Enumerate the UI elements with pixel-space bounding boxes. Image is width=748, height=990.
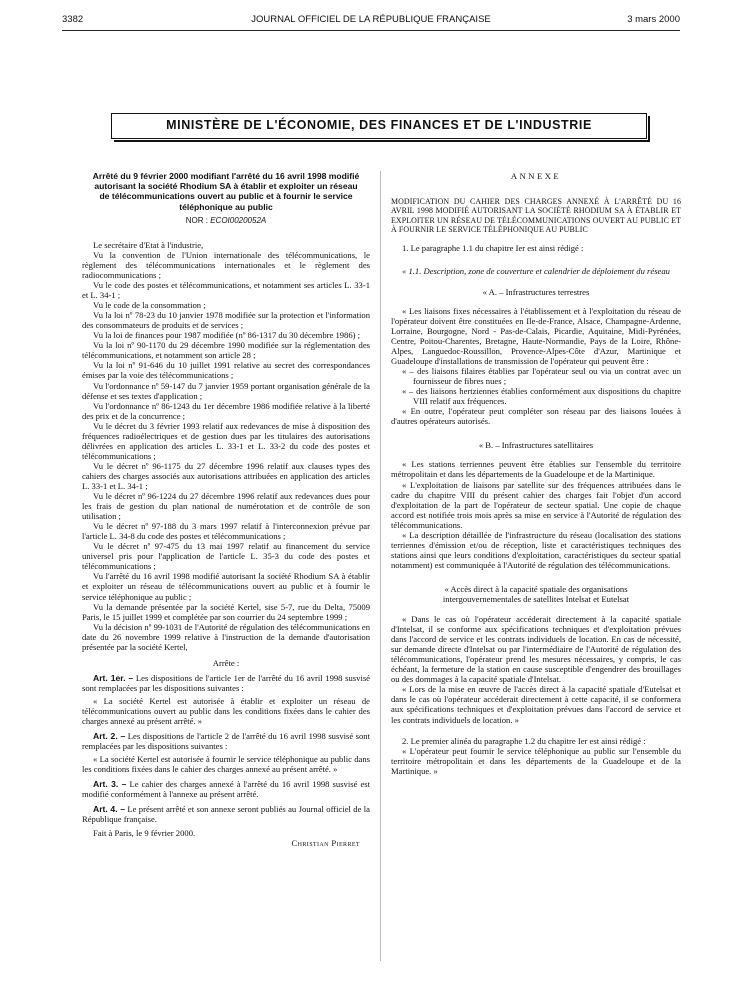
article-item: [82, 804, 370, 824]
visa-item: Vu l'arrêté du 16 avril 1998 modifié autorisant la société Rhodium SA à établir et exploiter un réseau de télécommunications ouvert au public et à fournir le service téléphonique au public ;: [82, 571, 370, 602]
article-item: [82, 779, 370, 799]
visa-item: Vu la convention de l'Union internationale des télécommunications, le règlement des télécommunications internationales et le règlement des radiocommunications ;: [82, 249, 370, 280]
section-1-1-title: « 1.1. Description, zone de couverture et calendrier de déploiement du réseau: [402, 265, 670, 276]
visa-item: Vu l'ordonnance nº 86-1243 du 1er décembre 1986 modifiée relative à la liberté des prix et de la concurrence ;: [82, 400, 370, 421]
page-number: 3382: [62, 14, 84, 25]
ministry-heading: MINISTÈRE DE L'ÉCONOMIE, DES FINANCES ET DE L'INDUSTRIE: [111, 113, 647, 139]
subsection-b-para-3: « La description détaillée de l'infrastructure du réseau (localisation des stations terriennes d'émission et/ou de réception, liste et caractéristiques techniques des stations ainsi que leurs conditions d'exploitation, caractéristiques du secteur spatial notamment) est communiquée à l'Autorité de régulation des télécommunications.: [391, 529, 681, 570]
visa-item: Vu la décision nº 99-1031 de l'Autorité de régulation des télécommunications en date du 26 novembre 1999 relative à l'instruction de la demande d'autorisation présentée par la société Kertel,: [82, 621, 370, 652]
article-label: Art. 1er. –: [93, 672, 134, 683]
done-line: Fait à Paris, le 9 février 2000.: [93, 828, 196, 839]
nor-label: NOR :: [185, 215, 211, 225]
direct-access-para-2: « Lors de la mise en œuvre de l'accès direct à la capacité spatiale d'Eutelsat et dans le cas où l'opérateur accéderait directement à cette capacité, il se conformera aux spécifications techniques et d'exploitation prévues dans l'accord de service et les contrats individuels de location. »: [391, 684, 681, 725]
article-label: Art. 4. –: [93, 804, 125, 815]
nor-code: ECOI0020052A: [210, 215, 267, 225]
visa-item: Vu le décret nº 96-1175 du 27 décembre 1996 relatif aux clauses types des cahiers des charges associés aux autorisations attribuées en application des articles L. 33-1 et L. 34-1 ;: [82, 460, 370, 491]
page-header: [62, 14, 680, 28]
header-rule: [62, 30, 680, 31]
article-item: [82, 731, 370, 751]
visa-item: Vu la loi nº 78-23 du 10 janvier 1978 modifiée sur la protection et l'information des consommateurs de produits et de services ;: [82, 310, 370, 331]
article-text: « La société Kertel est autorisée à établir et exploiter un réseau de télécommunications ouvert au public dans les conditions fixées dans le cahier des charges annexé au présent arrêté. »: [82, 695, 370, 727]
subsection-a-para-2: « En outre, l'opérateur peut compléter son réseau par des liaisons louées à d'autres opérateurs autorisés.: [391, 406, 681, 427]
nor-reference: [82, 216, 370, 226]
article-label: Art. 3. –: [93, 779, 127, 790]
visa-item: Vu le décret nº 96-1224 du 27 décembre 1996 relatif aux redevances dues pour les frais de gestion du plan national de numérotation et de contrôle de son utilisation ;: [82, 491, 370, 522]
left-column: [82, 171, 370, 849]
visa-item: Vu la loi nº 91-646 du 10 juillet 1991 relative au secret des correspondances émises par la voie des télécommunications ;: [82, 360, 370, 381]
journal-title: JOURNAL OFFICIEL DE LA RÉPUBLIQUE FRANÇAISE: [251, 14, 491, 25]
visa-list: [82, 250, 370, 652]
direct-access-para-1: « Dans le cas où l'opérateur accéderait directement à la capacité spatiale d'Intelsat, il se conforme aux spécifications techniques et d'exploitation prévues dans l'accord de service et les contrats individuels de location. En cas de nécessité, sur demande directe d'Intelsat ou par l'intermédiaire de l'Autorité de régulation des télécommunications, l'opérateur prend les mesures nécessaires, y compris, le cas échéant, la fermeture de la station en cause susceptible d'engendrer des brouillages ou des dommages à la capacité spatiale d'Intelsat.: [391, 614, 681, 685]
article-text: « La société Kertel est autorisée à fournir le service téléphonique au public dans les conditions fixées dans le cahier des charges annexé au présent arrêté. »: [82, 754, 370, 775]
article-list: [82, 673, 370, 825]
subsection-b-title: « B. – Infrastructures satellitaires: [478, 440, 594, 451]
subsection-b-para-2: « L'exploitation de liaisons par satellite sur des fréquences attribuées dans le cadre du chapitre VIII du présent cahier des charges fait l'objet d'un accord d'exploitation de la part de l'opérateur de secteur spatial. Une copie de chaque accord est notifiée trois mois après sa mise en service à l'Autorité de régulation des télécommunications.: [391, 479, 681, 530]
signature: Christian Pierret: [291, 838, 360, 849]
article-text: Les dispositions de l'article 1er de l'arrêté du 16 avril 1998 susvisé sont remplacées par les dispositions suivantes :: [82, 672, 370, 693]
paragraph-2: 2. Le premier alinéa du paragraphe 1.2 du chapitre Ier est ainsi rédigé :: [402, 735, 646, 746]
visa-item: Vu le décret nº 97-475 du 13 mai 1997 relatif au financement du service universel pris pour l'application de l'article L. 35-3 du code des postes et télécommunications ;: [82, 541, 370, 572]
annexe-heading: ANNEXE: [510, 171, 562, 181]
paragraph-2-quote: « L'opérateur peut fournir le service téléphonique au public sur l'ensemble du territoire métropolitain et dans les départements de la Guadeloupe et de la Martinique. »: [391, 745, 681, 776]
article-text: Le présent arrêté et son annexe seront publiés au Journal officiel de la République française.: [82, 804, 370, 825]
article-text: Les dispositions de l'article 2 de l'arrêté du 16 avril 1998 susvisé sont remplacées par les dispositions suivantes :: [82, 731, 370, 752]
article-quote: [82, 696, 370, 726]
visa-item: Vu le décret du 3 février 1993 relatif aux redevances de mise à disposition des fréquences radioélectriques et de gestion dues par les titulaires des autorisations délivrées en application des articles L. 33-1 et L. 33-2 du code des postes et télécommunications ;: [82, 420, 370, 461]
article-text: Le cahier des charges annexé à l'arrêté du 16 avril 1998 susvisé est modifié conformément à l'annexe au présent arrêté.: [82, 779, 370, 800]
arrete-heading: Arrête :: [212, 657, 240, 668]
visa-item: Vu la loi nº 90-1170 du 29 décembre 1990 modifiée sur la réglementation des télécommunications, et notamment son article 28 ;: [82, 340, 370, 361]
article-item: [82, 673, 370, 693]
intro-line: Le secrétaire d'Etat à l'industrie,: [93, 239, 204, 250]
subsection-a-para-1: « Les liaisons fixes nécessaires à l'établissement et à l'exploitation du réseau de l'opérateur doivent être constituées en Ile-de-France, Alsace, Champagne-Ardenne, Lorraine, Bourgogne, Nord - Pas-de-Calais, Picardie, Aquitaine, Midi-Pyrénées, Centre, Poitou-Charentes, Bretagne, Haute-Normandie, Pays de la Loire, Rhône-Alpes, Languedoc-Roussillon, Provence-Alpes-Côte d'Azur, Martinique et Guadeloupe d'installations de transmission de l'opérateur qui peuvent être :: [391, 305, 681, 367]
direct-access-title: « Accès direct à la capacité spatiale des organisations intergouvernementales de satellites Intelsat et Eutelsat: [442, 583, 630, 604]
visa-item: Vu le code des postes et télécommunications, et notamment ses articles L. 33-1 et L. 34-1 ;: [82, 280, 370, 301]
subsection-a-bullet-1: « – des liaisons filaires établies par l'opérateur seul ou via un contrat avec un fournisseur de fibres nues ;: [402, 366, 681, 387]
subsection-a-title: « A. – Infrastructures terrestres: [482, 286, 590, 297]
visa-item: Vu l'ordonnance nº 59-147 du 7 janvier 1959 portant organisation générale de la défense et ses textes d'application ;: [82, 380, 370, 401]
visa-item: Vu la demande présentée par la société Kertel, sise 5-7, rue du Delta, 75009 Paris, le 15 juillet 1999 et complétée par son courrier du 24 septembre 1999 ;: [82, 601, 370, 622]
decree-title: Arrêté du 9 février 2000 modifiant l'arrêté du 16 avril 1998 modifié autorisant la société Rhodium SA à établir et exploiter un réseau de télécommunications ouvert au public et à fournir le service téléphonique au public: [92, 171, 360, 212]
visa-item: Vu la loi de finances pour 1987 modifiée (nº 86-1317 du 30 décembre 1986) ;: [93, 330, 361, 341]
article-label: Art. 2. –: [93, 731, 126, 742]
article-quote: [82, 754, 370, 774]
visa-item: Vu le code de la consommation ;: [93, 300, 206, 311]
right-column: [391, 171, 681, 776]
column-divider: [380, 171, 381, 961]
issue-date: 3 mars 2000: [627, 14, 680, 25]
subsection-b-para-1: « Les stations terriennes peuvent être établies sur l'ensemble du territoire métropolitain et dans les départements de la Guadeloupe et de la Martinique.: [391, 459, 681, 480]
subsection-a-bullet-2: « – des liaisons hertziennes établies conformément aux dispositions du chapitre VIII relatif aux fréquences.: [402, 386, 681, 407]
visa-item: Vu le décret nº 97-188 du 3 mars 1997 relatif à l'interconnexion prévue par l'article L. 34-8 du code des postes et télécommunications ;: [82, 521, 370, 542]
paragraph-1: 1. Le paragraphe 1.1 du chapitre Ier est ainsi rédigé :: [402, 242, 584, 253]
modification-title: MODIFICATION DU CAHIER DES CHARGES ANNEXÉ À L'ARRÊTÉ DU 16 AVRIL 1998 MODIFIÉ AUTORISANT LA SOCIÉTÉ RHODIUM SA À ÉTABLIR ET EXPLOITER UN RÉSEAU DE TÉLÉCOMMUNICATIONS OUVERT AU PUBLIC ET À FOURNIR LE SERVICE TÉLÉPHONIQUE AU PUBLIC: [391, 197, 681, 235]
